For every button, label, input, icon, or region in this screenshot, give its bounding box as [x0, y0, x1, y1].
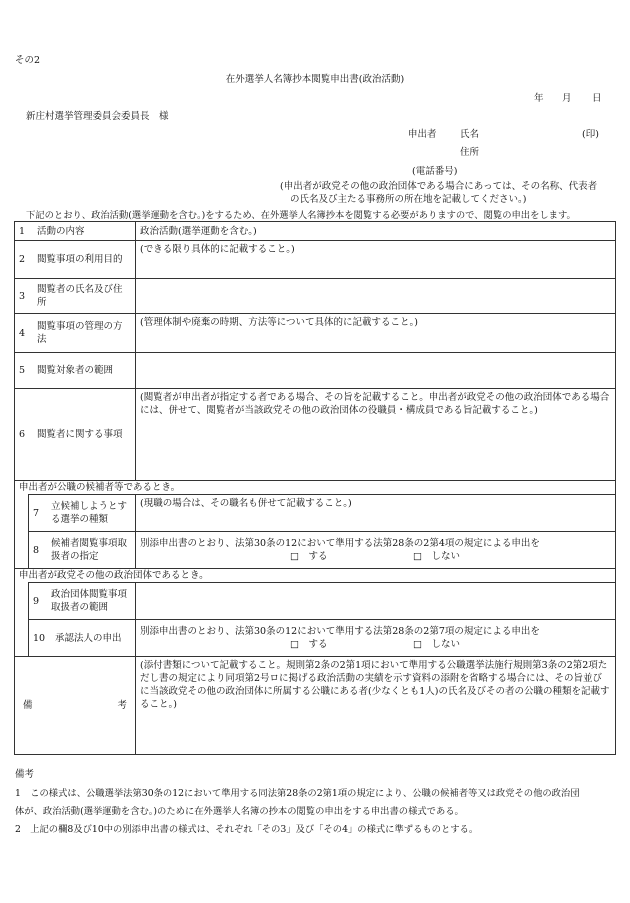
section-candidate-heading: 申出者が公職の候補者等であるとき。	[15, 481, 616, 495]
remarks-label-a: 備	[23, 700, 33, 711]
row-remarks	[15, 657, 616, 755]
row-target-range: 5 閲覧対象者の範囲	[15, 353, 616, 389]
row-activity	[15, 222, 616, 241]
addressee: 新庄村選挙管理委員会委員長 様	[26, 111, 169, 122]
date-year-label: 年	[534, 93, 544, 104]
purpose-value[interactable]: (できる限り具体的に記載すること。)	[136, 241, 616, 279]
date-month-label: 月	[562, 93, 572, 104]
footer-note1-line1: 1 この様式は、公職選挙法第30条の12において準用する同法第28条の2第1項の規定により、公職の候補者等又は政党その他の政治団	[15, 788, 580, 799]
row-purpose: 2 閲覧事項の利用目的 (できる限り具体的に記載すること。)	[15, 241, 616, 279]
approved-corporation-label: 承認法人の申出	[55, 632, 122, 644]
footer-title: 備考	[15, 769, 35, 780]
date-day-label: 日	[592, 93, 602, 104]
activity-label: 活動の内容	[37, 225, 85, 237]
viewer-info-label: 閲覧者に関する事項	[37, 429, 123, 440]
candidate-handler-option-no[interactable]: □ しない	[413, 551, 461, 562]
viewer-name-label: 閲覧者の氏名及び住所	[37, 284, 123, 308]
activity-value: 政治活動(選挙運動を含む。)	[136, 222, 616, 241]
applicant-address-label: 住所	[460, 147, 480, 158]
row-approved-corporation: 10 承認法人の申出 別添申出書のとおり、法第30条の12において準用する法第28条の2第7項の規定による申出を □ する □ しない	[15, 620, 616, 657]
election-type-label: 立候補しようとする選挙の種類	[51, 501, 128, 525]
row-viewer-name: 3 閲覧者の氏名及び住所	[15, 279, 616, 314]
footer-note1-line2: 体が、政治活動(選挙運動を含む。)のために在外選挙人名簿の抄本の閲覧の申出をする申出書の様式である。	[15, 806, 464, 817]
applicant-name-label: 氏名	[460, 129, 480, 140]
viewer-name-value[interactable]	[136, 279, 616, 314]
applicant-note-line1: (申出者が政党その他の政治団体である場合にあっては、その名称、代表者	[280, 181, 598, 192]
seal-mark: (印)	[582, 129, 599, 140]
remarks-label-cell	[15, 657, 136, 755]
election-type-value[interactable]: (現職の場合は、その職名も併せて記載すること。)	[136, 495, 616, 532]
candidate-handler-text: 別添申出書のとおり、法第30条の12において準用する法第28条の2第4項の規定による申出を	[140, 538, 540, 549]
target-range-value[interactable]	[136, 353, 616, 389]
activity-label-cell: 1 活動の内容	[15, 222, 136, 241]
viewer-info-value[interactable]: (閲覧者が申出者が指定する者である場合、その旨を記載すること。申出者が政党その他の政治団体である場合には、併せて、閲覧者が当該政党その他の政治団体の役職員・構成員である旨記載すること。)	[136, 389, 616, 481]
candidate-handler-option-yes[interactable]: □ する	[290, 551, 328, 562]
applicant-phone-label: (電話番号)	[412, 166, 458, 177]
row-election-type: 7 立候補しようとする選挙の種類 (現職の場合は、その職名も併せて記載すること。)	[15, 495, 616, 532]
candidate-handler-label: 候補者閲覧事項取扱者の指定	[51, 538, 128, 562]
section-candidate	[15, 481, 616, 495]
row-candidate-handler: 8 候補者閲覧事項取扱者の指定 別添申出書のとおり、法第30条の12において準用する法第28条の2第4項の規定による申出を □ する □ しない	[15, 532, 616, 569]
approved-corporation-option-yes[interactable]: □ する	[290, 639, 328, 650]
footer-note2: 2 上記の欄8及び10中の別添申出書の様式は、それぞれ「その3」及び「その4」の様式に準ずるものとする。	[15, 824, 479, 835]
approved-corporation-cell	[136, 620, 616, 657]
purpose-label: 閲覧事項の利用目的	[37, 254, 123, 265]
application-table	[14, 221, 616, 755]
row-group-handler-range: 9 政治団体閲覧事項取扱者の範囲	[15, 583, 616, 620]
section-political-group	[15, 569, 616, 583]
intro-text: 下記のとおり、政治活動(選挙運動を含む。)をするため、在外選挙人名簿抄本を閲覧する必要がありますので、閲覧の申出をします。	[26, 210, 576, 221]
management-label: 閲覧事項の管理の方法	[37, 321, 123, 345]
section-political-group-heading: 申出者が政党その他の政治団体であるとき。	[15, 569, 616, 583]
target-range-label: 閲覧対象者の範囲	[37, 365, 114, 376]
row-management: 4 閲覧事項の管理の方法 (管理体制や廃棄の時期、方法等について具体的に記載すること。)	[15, 314, 616, 353]
group-handler-range-value[interactable]	[136, 583, 616, 620]
approved-corporation-option-no[interactable]: □ しない	[413, 639, 461, 650]
applicant-note-line2: の氏名及び主たる事務所の所在地を記載してください。)	[290, 194, 527, 205]
group-handler-range-label: 政治団体閲覧事項取扱者の範囲	[51, 589, 128, 613]
remarks-label-b: 考	[117, 700, 128, 711]
form-title: 在外選挙人名簿抄本閲覧申出書(政治活動)	[225, 74, 405, 85]
form-number: その2	[15, 55, 41, 66]
candidate-handler-cell	[136, 532, 616, 569]
remarks-value[interactable]: (添付書類について記載すること。規則第2条の2第1項において準用する公職選挙法施行規則第3条の2第2項ただし書の規定により同項第2号ロに掲げる政治活動の実績を示す資料の添附を省略する場合には、その旨並びに当該政党その他の政治団体に所属する公職にある者(少なくとも1人)の氏名及びその者の公職の種類を記載すること。)	[136, 657, 616, 755]
applicant-label: 申出者	[408, 129, 437, 140]
row-viewer-info: 6 閲覧者に関する事項 (閲覧者が申出者が指定する者である場合、その旨を記載すること。申出者が政党その他の政治団体である場合には、併せて、閲覧者が当該政党その他の政治団体の役職員・構成員である旨記載すること。)	[15, 389, 616, 481]
management-value[interactable]: (管理体制や廃棄の時期、方法等について具体的に記載すること。)	[136, 314, 616, 353]
approved-corporation-text: 別添申出書のとおり、法第30条の12において準用する法第28条の2第7項の規定による申出を	[140, 626, 540, 637]
